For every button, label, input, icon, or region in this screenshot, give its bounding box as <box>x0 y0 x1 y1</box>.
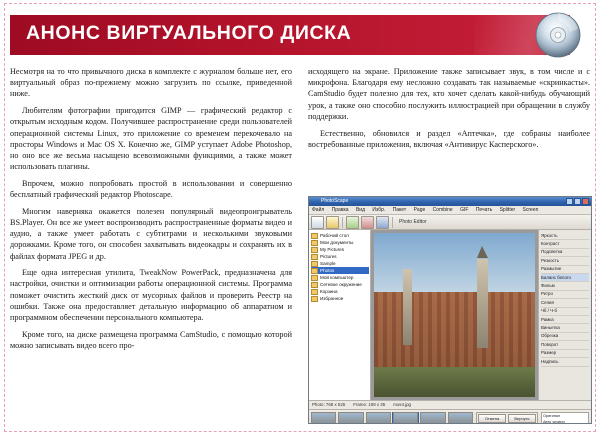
thumbnail-item[interactable] <box>420 412 445 424</box>
tree-item-label: Sample <box>320 261 336 266</box>
tree-item-label: Сетевое окружение <box>320 282 362 287</box>
paragraph: Впрочем, можно попробовать простой в использовании и совершенно бесплатный графический редактор Photoscape. <box>10 178 292 200</box>
effect-item[interactable]: Виньетка <box>541 324 589 332</box>
tree-item[interactable] <box>311 239 369 246</box>
thumbnail-item[interactable] <box>338 412 363 424</box>
redo-button[interactable]: Вернуть <box>508 414 536 423</box>
article-header <box>10 9 590 61</box>
right-column <box>308 66 590 155</box>
menu-item[interactable]: Пакет <box>392 207 407 213</box>
tree-item-label: Photos <box>320 268 335 273</box>
status-bar <box>309 400 591 409</box>
thumbnail-item[interactable] <box>448 412 473 424</box>
undo-button[interactable]: Отмена <box>478 414 506 423</box>
menu-item[interactable]: Вид <box>355 207 366 213</box>
folder-tree[interactable] <box>309 230 371 400</box>
effect-item[interactable]: Рамка <box>541 316 589 324</box>
effect-item[interactable]: Чб / Ч-б <box>541 308 589 316</box>
photo-sky <box>374 233 535 295</box>
toolbar[interactable] <box>309 215 591 230</box>
preset-list[interactable] <box>541 412 589 424</box>
effect-item[interactable]: Контраст <box>541 240 589 248</box>
tree-item-label: Pictures <box>320 254 337 259</box>
image-canvas[interactable] <box>371 230 538 400</box>
photo-foreground <box>374 367 535 397</box>
tree-item-label: Рабочий стол <box>320 233 349 238</box>
tree-item[interactable] <box>311 274 369 281</box>
effect-item[interactable]: Надпись <box>541 358 589 366</box>
tree-item[interactable] <box>311 232 369 239</box>
print-icon[interactable] <box>376 216 389 229</box>
folder-icon <box>311 261 318 267</box>
cd-disc-icon <box>532 9 584 61</box>
left-column <box>10 66 292 357</box>
star-icon <box>311 296 318 302</box>
tree-item-selected[interactable] <box>311 267 369 274</box>
tree-item-label: Корзина <box>320 289 338 294</box>
paragraph: Любителям фотографии пригодится GIMP — графический редактор с открытым исходным кодом. Получившее распространение среди пользователей операционной системы Linux, это приложение со временем перекочевало на просторы Windows и Mac OS X. Конечно же, GIMP уступает Adobe Photoshop, но оно все же весьма насыщено всевозможными функциями, а также может использовать плагины. <box>10 106 292 172</box>
effect-item[interactable]: Яркость <box>541 232 589 240</box>
screenshot-figure <box>308 196 592 424</box>
tree-item-label: Избранное <box>320 296 344 301</box>
paragraph: исходящего на экране. Приложение также записывает звук, в том числе и с микрофона. Благодаря ему несложно создавать так называемые «скринкасты». CamStudio будет полезно для тех, кто хочет сделать какой-нибудь обучающий урок, а также оно способно послужить иллюстрацией при обращении в службу поддержки. <box>308 67 590 121</box>
menu-item[interactable]: Правка <box>331 207 349 213</box>
photo-tower-right <box>477 259 488 348</box>
paragraph: Многим наверняка окажется полезен популярный видеопроигрыватель BS.Player. Он все же умеет воспроизводить распространенные форматы видео и аудио, а также умеет работать с субтитрами и несколькими звуковыми дорожками. Кроме того, он способен захватывать видеокадры и сохранять их в файлах формата JPEG и др. <box>10 206 292 261</box>
menu-bar[interactable] <box>309 206 591 215</box>
folder-icon <box>311 247 318 253</box>
paragraph: Еще одна интересная утилита, TweakNow PowerPack, предназначена для настройки, очистки и оптимизации работы операционной системы. Программа поможет очистить жесткий диск от мусорных файлов и проверить Реестр на ошибки. Также она предоставляет детальную информацию об аппаратном и программном обеспечении персонального компьютера. <box>10 268 292 323</box>
network-icon <box>311 282 318 288</box>
folder-icon <box>311 254 318 260</box>
folder-icon <box>311 240 318 246</box>
toolbar-separator <box>342 217 343 228</box>
status-photo-size: Photo: 768 x 525 <box>312 402 346 407</box>
paragraph: Несмотря на то что привычного диска в комплекте с журналом больше нет, его виртуальный образ по-прежнему можно загрузить по ссылке, приведенной ниже. <box>10 67 292 99</box>
effect-item[interactable]: Размытие <box>541 266 589 274</box>
status-frame-size: Frame: 108 x 35 <box>353 402 386 407</box>
close-button[interactable] <box>582 198 589 205</box>
preset-item[interactable]: Авто уровни <box>543 419 565 424</box>
maximize-button[interactable] <box>574 198 581 205</box>
effect-item[interactable]: Обрезка <box>541 333 589 341</box>
tree-item[interactable] <box>311 281 369 288</box>
menu-item[interactable]: Page <box>413 207 426 213</box>
tree-item[interactable] <box>311 260 369 267</box>
page-title: АНОНС ВИРТУАЛЬНОГО ДИСКА <box>26 22 352 44</box>
effect-item[interactable]: Резкость <box>541 257 589 265</box>
computer-icon <box>311 275 318 281</box>
effect-item[interactable]: Размер <box>541 350 589 358</box>
menu-item[interactable]: Файл <box>312 207 325 213</box>
menu-item[interactable]: GIF <box>460 207 469 213</box>
tree-item-label: Мои документы <box>320 240 354 245</box>
editor-controls[interactable] <box>476 412 538 424</box>
menu-item[interactable]: Избр. <box>372 207 386 213</box>
toolbar-label: Photo Editor <box>399 219 427 225</box>
effect-item[interactable]: Фильм <box>541 282 589 290</box>
folder-icon <box>311 268 318 274</box>
menu-item[interactable]: Screen <box>522 207 539 213</box>
photo-preview <box>374 233 535 397</box>
photo-spire <box>477 246 488 258</box>
open-folder-icon[interactable] <box>311 216 324 229</box>
app-body <box>309 230 591 400</box>
menu-item[interactable]: Печать <box>475 207 493 213</box>
status-filename: mos4.jpg <box>393 402 412 407</box>
rotate-icon[interactable] <box>361 216 374 229</box>
thumbnail-strip[interactable] <box>311 412 473 424</box>
thumbnail-item-selected[interactable] <box>393 412 418 424</box>
photo-tower-left <box>403 269 412 344</box>
tree-item[interactable] <box>311 246 369 253</box>
effect-item[interactable]: Подсветка <box>541 249 589 257</box>
paragraph: Естественно, обновился и раздел «Аптечка», где собраны наиболее востребованные приложения, включая «Антивирус Касперского». <box>308 128 590 149</box>
window-titlebar <box>309 197 591 206</box>
tree-item[interactable] <box>311 253 369 260</box>
bottom-bar <box>309 409 591 424</box>
article-columns <box>10 66 590 426</box>
thumbnail-item[interactable] <box>311 412 336 424</box>
minimize-button[interactable] <box>566 198 573 205</box>
tree-item[interactable] <box>311 288 369 295</box>
effects-panel[interactable] <box>538 230 591 400</box>
trash-icon <box>311 289 318 295</box>
effect-item[interactable]: Сепия <box>541 299 589 307</box>
folder-icon <box>311 233 318 239</box>
effect-item[interactable]: Поворот <box>541 341 589 349</box>
menu-item[interactable]: Сombine <box>432 207 453 213</box>
effect-item[interactable]: Ретро <box>541 291 589 299</box>
paragraph: Кроме того, на диске размещена программа CamStudio, с помощью которой можно записывать видео всего про- <box>10 329 292 350</box>
thumbnail-item[interactable] <box>366 412 391 424</box>
window-title-label: PhotoScape <box>321 198 349 204</box>
tree-item[interactable] <box>311 295 369 302</box>
save-icon[interactable] <box>326 216 339 229</box>
window-controls[interactable] <box>566 198 589 205</box>
tree-item-label: Мой компьютер <box>320 275 354 280</box>
effect-item-selected[interactable]: Баланс белого <box>541 274 589 282</box>
crop-icon[interactable] <box>346 216 359 229</box>
toolbar-separator <box>392 217 393 228</box>
menu-item[interactable]: Splitter <box>499 207 516 213</box>
preset-item[interactable]: Оригинал <box>543 414 561 418</box>
tree-item-label: My Pictures <box>320 247 344 252</box>
